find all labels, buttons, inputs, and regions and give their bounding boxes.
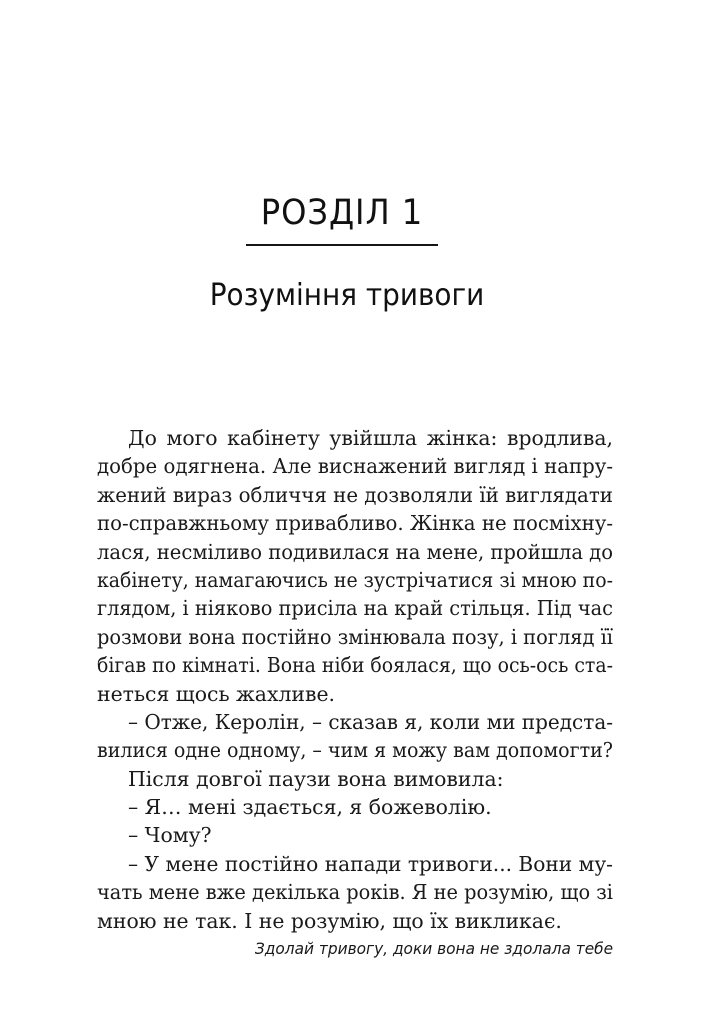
chapter-title: Розуміння тривоги xyxy=(209,278,485,313)
text-line: мною не так. І не розумію, що їх викликає. xyxy=(97,908,562,933)
chapter-label: РОЗДІЛ 1 xyxy=(260,193,424,233)
text-line: бігав по кімнаті. Вона ніби боялася, що ось-ось ста- xyxy=(97,653,613,678)
body-text xyxy=(97,424,613,935)
text-line: по-справжньому привабливо. Жінка не посміхну- xyxy=(97,511,613,536)
text-line: Після довгої паузи вона вимовила: xyxy=(128,766,504,791)
text-line: До мого кабінету увійшла жінка: вродлива, xyxy=(128,426,613,450)
text-line: кабінету, намагаючись не зустрічатися зі мною по- xyxy=(97,567,613,592)
text-line: – Отже, Керолін, – сказав я, коли ми предста- xyxy=(128,709,613,734)
text-line: – Я… мені здається, я божеволію. xyxy=(128,795,492,820)
text-line: добре одягнена. Але виснажений вигляд і напру- xyxy=(97,454,613,479)
text-line: розмови вона постійно змінювала позу, і погляд її xyxy=(97,624,613,649)
chapter-divider-rule xyxy=(246,244,438,246)
text-line: чать мене вже декілька років. Я не розумію, що зі xyxy=(97,880,613,905)
text-line: неться щось жахливе. xyxy=(97,681,336,706)
text-line: жений вираз обличчя не дозволяли їй виглядати xyxy=(97,482,613,507)
text-line: вилися одне одному, – чим я можу вам допомогти? xyxy=(97,738,613,763)
text-line: глядом, і ніяково присіла на край стільця. Під час xyxy=(97,596,613,621)
running-footer: Здолай тривогу, доки вона не здолала тебе xyxy=(254,939,613,958)
text-line: – У мене постійно напади тривоги... Вони му- xyxy=(128,851,613,876)
text-line: – Чому? xyxy=(128,823,212,848)
text-line: лася, несміливо подивилася на мене, пройшла до xyxy=(97,539,613,564)
